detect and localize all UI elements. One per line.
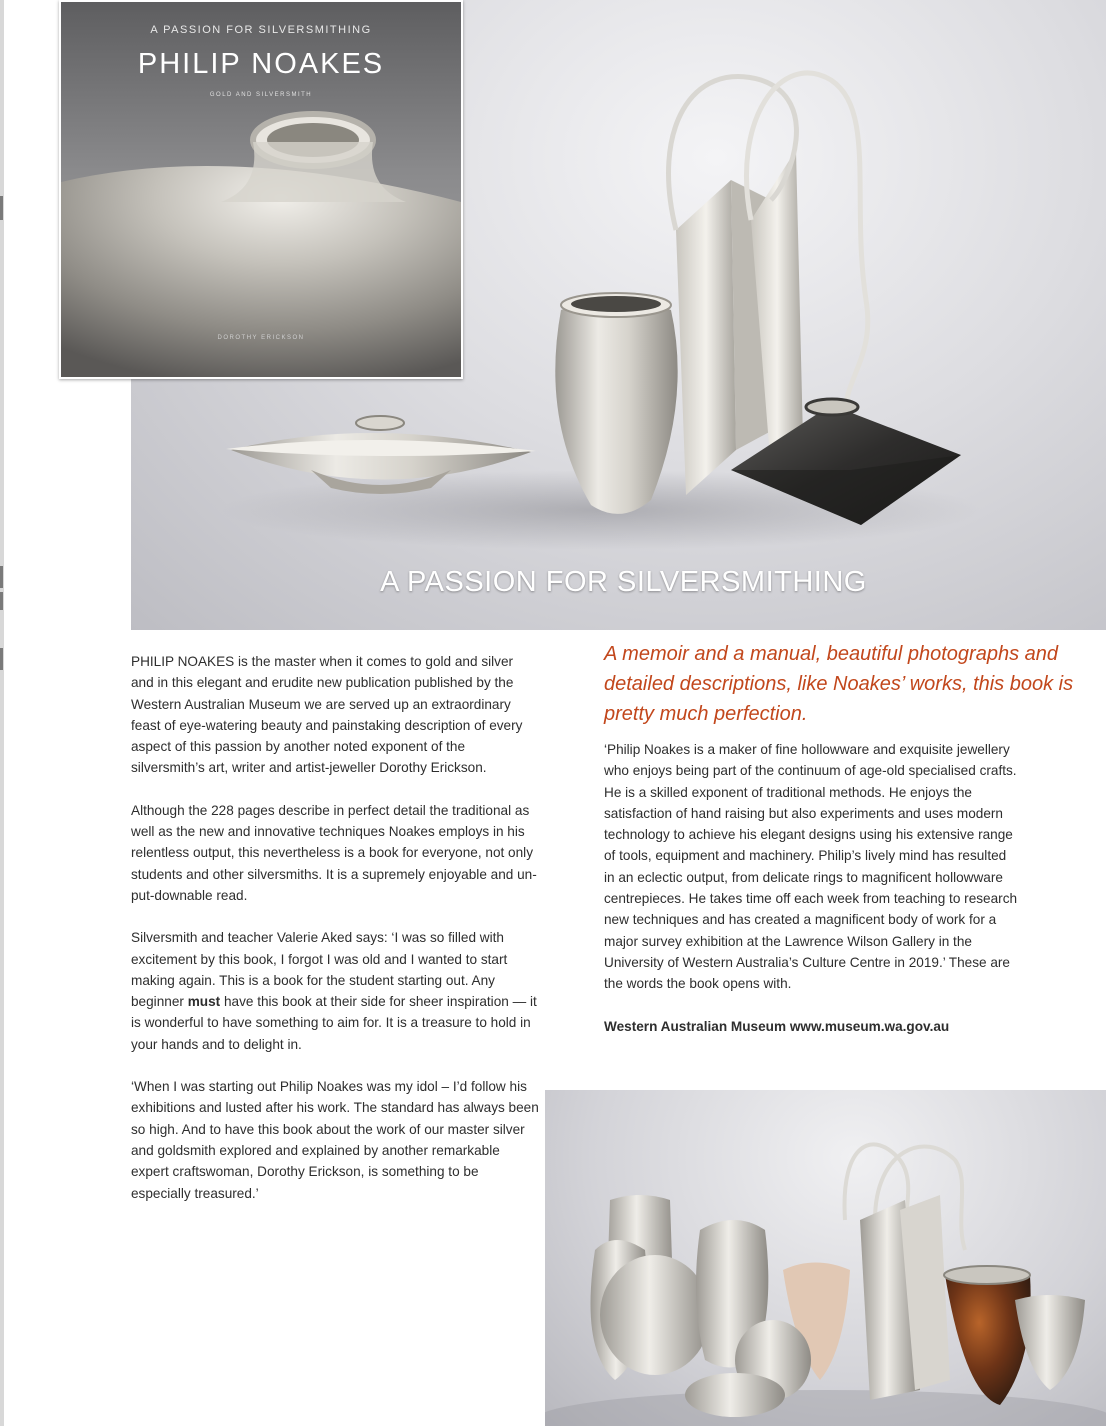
- article-paragraph: Although the 228 pages describe in perfect detail the traditional as well as the new and innovative techniques Noakes employs in his relentless output, this nevertheless is a book for everyone, not only students and other silversmiths. It is a supremely enjoyable and un-put-downable read.: [131, 802, 537, 903]
- article-left-column: [131, 651, 539, 1225]
- silver-collection-illustration: [545, 1090, 1106, 1426]
- edge-mark: [0, 592, 3, 610]
- publisher-credit: Western Australian Museum www.museum.wa.gov.au: [604, 1018, 950, 1034]
- cover-title: PHILIP NOAKES: [137, 48, 385, 80]
- quote-emphasis: must: [187, 994, 221, 1010]
- article-paragraph: PHILIP NOAKES is the master when it comes to gold and silver and in this elegant and erudite new publication published by the Western Australian Museum we are served up an extraordinary feast of eye-watering beauty and painstaking description of every aspect of this passion by another noted exponent of the silversmith’s art, writer and artist-jeweller Dorothy Erickson.: [131, 654, 523, 776]
- cover-kicker: A PASSION FOR SILVERSMITHING: [150, 24, 372, 36]
- hero-title: A PASSION FOR SILVERSMITHING: [380, 566, 867, 598]
- page-edge-strip: [0, 0, 4, 1426]
- edge-mark: [0, 648, 3, 670]
- article-right-column: [604, 739, 1020, 1058]
- cover-author: DOROTHY ERICKSON: [217, 335, 305, 341]
- quote-text-end: have this book at their side for sheer inspiration — it is wonderful to have something to aim for. It is a treasure to hold in your hands and to delight in.: [131, 994, 537, 1052]
- edge-mark: [0, 196, 3, 220]
- cover-subtitle: GOLD AND SILVERSMITH: [209, 92, 313, 98]
- edge-mark: [0, 566, 3, 588]
- collection-photo: [545, 1090, 1106, 1426]
- book-cover: [59, 0, 463, 379]
- quote-text-start: Silversmith and teacher Valerie Aked says: ‘I was so filled with excitement by this book, I forgot I was old and I wanted to start making again. This is a book for the student starting out. Any beginner: [131, 930, 508, 1010]
- quote-paragraph: [131, 927, 539, 1055]
- article-paragraph: ‘Philip Noakes is a maker of fine hollowware and exquisite jewellery who enjoys being part of the continuum of age-old specialised crafts. He is a skilled exponent of traditional methods. He enjoys the satisfaction of hand raising but also experiments and uses modern technology to achieve his elegant designs using his extensive range of tools, equipment and machinery. Philip’s lively mind has resulted in an eclectic output, from delicate rings to magnificent hollowware centrepieces. He takes time off each week from teaching to research new techniques and has created a magnificent body of work for a major survey exhibition at the Lawrence Wilson Gallery in the University of Western Australia’s Culture Centre in 2019.’ These are the words the book opens with.: [604, 742, 1018, 992]
- pull-quote: A memoir and a manual, beautiful photographs and detailed descriptions, like Noakes’ works, this book is pretty much perfection.: [604, 643, 1074, 725]
- article-paragraph: ‘When I was starting out Philip Noakes was my idol – I’d follow his exhibitions and lusted after his work. The standard has always been so high. And to have this book about the work of our master silver and goldsmith explored and explained by another remarkable expert craftswoman, Dorothy Erickson, is something to be especially treasured.’: [131, 1079, 539, 1201]
